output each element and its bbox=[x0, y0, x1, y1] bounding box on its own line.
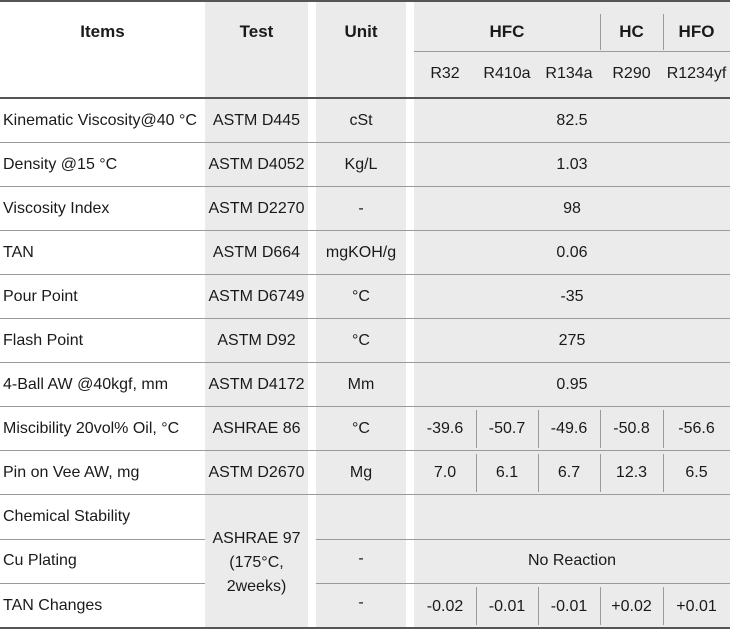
row-value-r32: 7.0 bbox=[433, 464, 457, 481]
refrigerant-divider bbox=[538, 410, 539, 448]
refrigerant-divider bbox=[538, 587, 539, 625]
stability-row-divider bbox=[0, 539, 205, 540]
stability-row-divider bbox=[316, 539, 730, 540]
row-value-r1234yf: 6.5 bbox=[685, 464, 708, 481]
stability-item-tan-changes: TAN Changes bbox=[3, 596, 103, 614]
row-unit: Mg bbox=[349, 464, 373, 481]
stability-tan-unit: - bbox=[358, 594, 364, 611]
header-group-hc: HC bbox=[619, 22, 644, 41]
stability-item-cu-plating: Cu Plating bbox=[3, 552, 77, 569]
row-unit: °C bbox=[352, 332, 370, 349]
refrigerant-divider bbox=[538, 454, 539, 492]
row-divider bbox=[0, 186, 730, 187]
row-item: TAN bbox=[3, 244, 34, 261]
header-refrigerant-r290: R290 bbox=[612, 65, 651, 82]
row-test: ASTM D2270 bbox=[208, 200, 305, 217]
bottom-rule bbox=[0, 627, 730, 629]
group-divider-hfc-hc bbox=[600, 14, 601, 50]
refrigerant-divider bbox=[663, 587, 664, 625]
stability-test-method bbox=[205, 525, 308, 601]
row-value: 82.5 bbox=[556, 112, 588, 129]
row-value-r1234yf: -56.6 bbox=[678, 420, 715, 437]
row-test: ASTM D664 bbox=[212, 244, 301, 261]
row-test: ASTM D445 bbox=[212, 112, 301, 129]
header-group-hfc: HFC bbox=[489, 22, 525, 41]
stability-row-divider bbox=[316, 583, 730, 584]
row-unit: °C bbox=[352, 420, 370, 437]
header-group-divider bbox=[414, 51, 730, 52]
refrigerant-divider bbox=[476, 454, 477, 492]
row-divider bbox=[0, 318, 730, 319]
row-divider bbox=[0, 142, 730, 143]
row-divider bbox=[0, 230, 730, 231]
refrigerant-divider bbox=[600, 587, 601, 625]
row-divider bbox=[0, 362, 730, 363]
row-value-r134a: -49.6 bbox=[550, 420, 588, 437]
header-items: Items bbox=[80, 22, 125, 41]
header-bottom-rule bbox=[0, 97, 730, 99]
row-test: ASTM D4172 bbox=[208, 376, 305, 393]
row-test: ASHRAE 86 bbox=[212, 420, 301, 437]
refrigerant-divider bbox=[476, 410, 477, 448]
row-value: -35 bbox=[560, 288, 584, 305]
stability-cu-unit: - bbox=[358, 550, 364, 567]
row-item: Pin on Vee AW, mg bbox=[3, 464, 140, 481]
row-value-r134a: 6.7 bbox=[557, 464, 581, 481]
row-item: Viscosity Index bbox=[3, 200, 110, 217]
header-unit: Unit bbox=[344, 22, 378, 41]
row-value-r410a: -50.7 bbox=[488, 420, 526, 437]
tan-change-r410a: -0.01 bbox=[488, 598, 526, 615]
stability-item-chemical: Chemical Stability bbox=[3, 508, 131, 525]
top-rule bbox=[0, 0, 730, 2]
row-item: Pour Point bbox=[3, 288, 78, 305]
row-divider bbox=[0, 450, 730, 451]
row-item: Miscibility 20vol% Oil, °C bbox=[3, 420, 180, 437]
row-value-r290: -50.8 bbox=[613, 420, 650, 437]
header-refrigerant-r1234yf: R1234yf bbox=[666, 65, 727, 82]
row-unit: Kg/L bbox=[344, 156, 378, 173]
tan-change-r134a: -0.01 bbox=[550, 598, 588, 615]
stability-row-divider bbox=[0, 583, 205, 584]
header-group-hfo: HFO bbox=[678, 22, 715, 41]
header-refrigerant-r410a: R410a bbox=[483, 65, 531, 82]
row-item: Kinematic Viscosity@40 °C bbox=[3, 112, 197, 129]
row-unit: - bbox=[358, 200, 364, 217]
tan-change-r1234yf: +0.01 bbox=[676, 598, 717, 615]
row-value: 275 bbox=[558, 332, 586, 349]
row-value-r32: -39.6 bbox=[426, 420, 464, 437]
row-divider bbox=[0, 494, 730, 495]
refrigerant-divider bbox=[476, 587, 477, 625]
refrigerant-divider bbox=[663, 410, 664, 448]
header-refrigerant-r32: R32 bbox=[430, 65, 460, 82]
stability-test-line: (175°C, bbox=[229, 554, 284, 571]
stability-test-line: ASHRAE 97 bbox=[212, 530, 301, 547]
row-item: Flash Point bbox=[3, 332, 84, 349]
row-divider bbox=[0, 406, 730, 407]
refrigerant-divider bbox=[600, 454, 601, 492]
tan-change-r290: +0.02 bbox=[611, 598, 652, 615]
row-value: 0.06 bbox=[556, 244, 588, 261]
group-divider-hc-hfo bbox=[663, 14, 664, 50]
row-test: ASTM D92 bbox=[217, 332, 296, 349]
row-item: 4-Ball AW @40kgf, mm bbox=[3, 376, 169, 393]
row-test: ASTM D2670 bbox=[208, 464, 305, 481]
row-unit: Mm bbox=[347, 376, 375, 393]
refrigerant-divider bbox=[600, 410, 601, 448]
header-refrigerant-r134a: R134a bbox=[545, 65, 593, 82]
row-divider bbox=[0, 274, 730, 275]
row-unit: cSt bbox=[349, 112, 373, 129]
header-test: Test bbox=[239, 22, 274, 41]
stability-cu-value: No Reaction bbox=[527, 552, 617, 569]
row-item: Density @15 °C bbox=[3, 156, 118, 173]
row-unit: °C bbox=[352, 288, 370, 305]
row-test: ASTM D6749 bbox=[208, 288, 305, 305]
refrigerant-divider bbox=[663, 454, 664, 492]
tan-change-r32: -0.02 bbox=[426, 598, 464, 615]
row-test: ASTM D4052 bbox=[208, 156, 305, 173]
stability-test-line: 2weeks) bbox=[226, 578, 287, 595]
row-value: 0.95 bbox=[556, 376, 588, 393]
row-unit: mgKOH/g bbox=[325, 244, 397, 261]
row-value: 98 bbox=[563, 200, 581, 217]
row-value: 1.03 bbox=[556, 156, 588, 173]
row-value-r290: 12.3 bbox=[615, 464, 648, 481]
row-value-r410a: 6.1 bbox=[495, 464, 519, 481]
